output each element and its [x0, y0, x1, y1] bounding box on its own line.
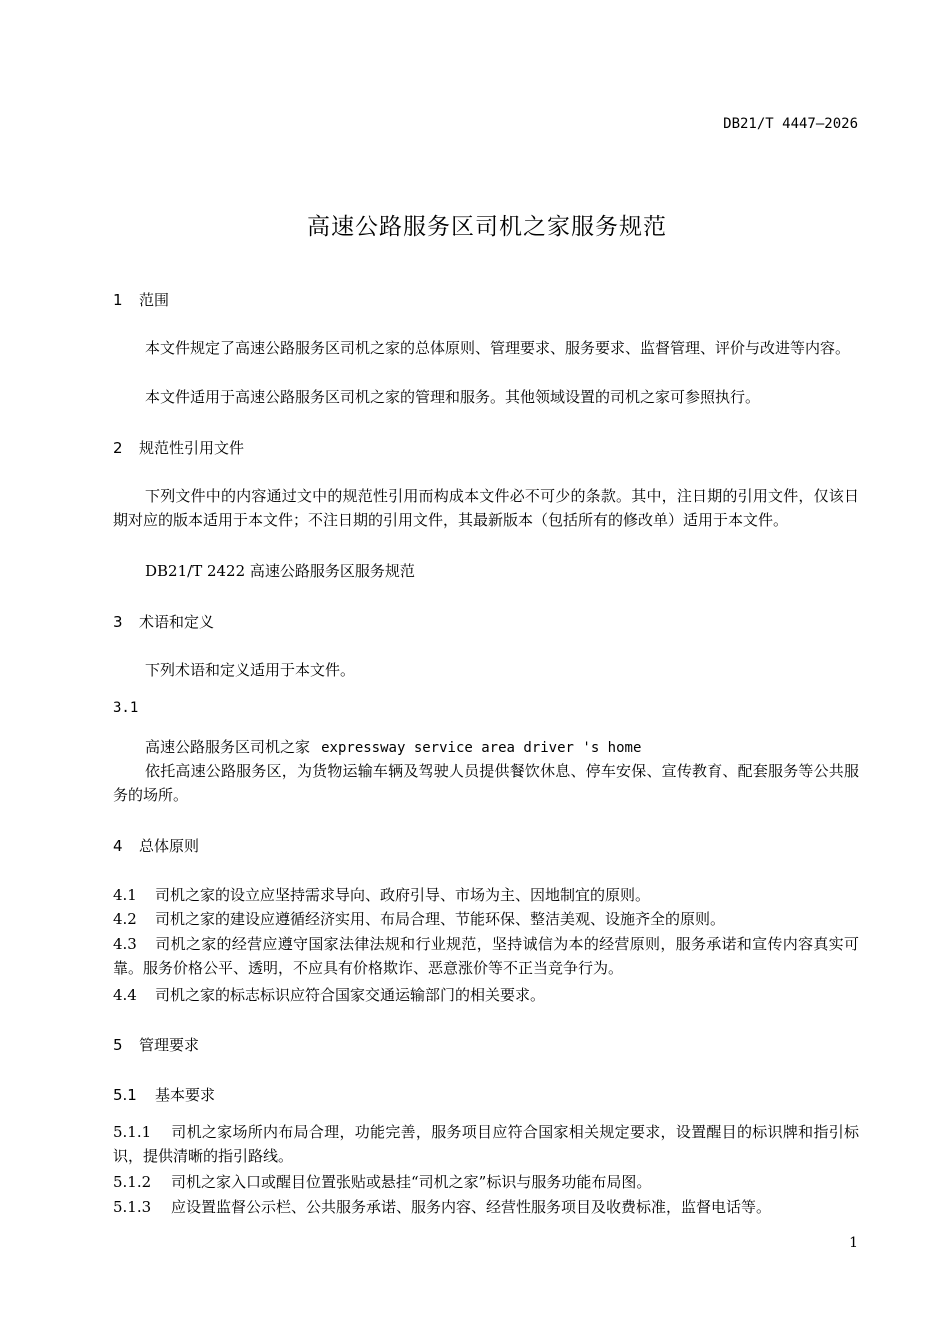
paragraph: 本文件规定了高速公路服务区司机之家的总体原则、管理要求、服务要求、监督管理、评价与改进等内容。 — [145, 339, 851, 357]
section-heading-2 — [113, 437, 244, 458]
section-heading-5 — [113, 1034, 199, 1055]
page-number: 1 — [849, 1235, 858, 1251]
clause — [113, 932, 859, 980]
section-number: 5 — [113, 1036, 123, 1054]
document-code: DB21/T 4447—2026 — [723, 116, 858, 132]
section-heading-3 — [113, 611, 214, 632]
term-definition: 依托高速公路服务区，为货物运输车辆及驾驶人员提供餐饮休息、停车安保、宣传教育、配套服务等公共服务的场所。 — [113, 762, 859, 804]
paragraph: 下列术语和定义适用于本文件。 — [145, 661, 356, 679]
paragraph: 本文件适用于高速公路服务区司机之家的管理和服务。其他领域设置的司机之家可参照执行。 — [145, 388, 761, 406]
section-title: 规范性引用文件 — [139, 439, 245, 457]
paragraph: 下列文件中的内容通过文中的规范性引用而构成本文件必不可少的条款。其中，注日期的引用文件，仅该日期对应的版本适用于本文件；不注日期的引用文件，其最新版本（包括所有的修改单）适用于本文件。 — [113, 487, 859, 529]
clause-number: 5.1.2 — [113, 1173, 152, 1191]
clause-text: 应设置监督公示栏、公共服务承诺、服务内容、经营性服务项目及收费标准，监督电话等。 — [171, 1198, 772, 1216]
section-heading-1 — [113, 289, 169, 310]
clause-number: 5.1.1 — [113, 1123, 152, 1141]
clause-number: 4.4 — [113, 986, 137, 1004]
clause-number: 4.3 — [113, 935, 137, 953]
subsection-heading — [113, 1084, 215, 1105]
clause-text: 司机之家的经营应遵守国家法律法规和行业规范，坚持诚信为本的经营原则，服务承诺和宣传内容真实可靠。服务价格公平、透明，不应具有价格欺诈、恶意涨价等不正当竞争行为。 — [113, 935, 859, 977]
clause — [113, 983, 859, 1007]
clause-text: 司机之家场所内布局合理，功能完善，服务项目应符合国家相关规定要求，设置醒目的标识牌和指引标识，提供清晰的指引路线。 — [113, 1123, 859, 1165]
term-english: expressway service area driver 's home — [321, 740, 642, 756]
section-number: 1 — [113, 291, 123, 309]
section-number: 3 — [113, 613, 123, 631]
clause — [113, 1170, 859, 1194]
term-entry — [145, 736, 641, 757]
clause — [113, 1120, 859, 1168]
clause-text: 司机之家的标志标识应符合国家交通运输部门的相关要求。 — [155, 986, 546, 1004]
clause-text: 司机之家的建设应遵循经济实用、布局合理、节能环保、整洁美观、设施齐全的原则。 — [155, 910, 726, 928]
clause-number: 4.2 — [113, 910, 137, 928]
section-number: 4 — [113, 837, 123, 855]
section-title: 术语和定义 — [139, 613, 215, 631]
term-chinese: 高速公路服务区司机之家 — [145, 738, 311, 756]
clause-number: 4.1 — [113, 886, 137, 904]
clause — [113, 1195, 859, 1219]
clause — [113, 907, 859, 931]
section-number: 2 — [113, 439, 123, 457]
term-number: 3.1 — [113, 700, 139, 716]
section-title: 总体原则 — [139, 837, 200, 855]
clause — [113, 883, 859, 907]
subsection-number: 5.1 — [113, 1086, 137, 1104]
section-title: 管理要求 — [139, 1036, 200, 1054]
normative-reference: DB21/T 2422 高速公路服务区服务规范 — [145, 562, 415, 580]
clause-text: 司机之家入口或醒目位置张贴或悬挂“司机之家”标识与服务功能布局图。 — [171, 1173, 652, 1191]
document-title: 高速公路服务区司机之家服务规范 — [307, 214, 667, 240]
clause-number: 5.1.3 — [113, 1198, 152, 1216]
subsection-title: 基本要求 — [155, 1086, 216, 1104]
section-title: 范围 — [139, 291, 170, 309]
clause-text: 司机之家的设立应坚持需求导向、政府引导、市场为主、因地制宜的原则。 — [155, 886, 651, 904]
section-heading-4 — [113, 835, 199, 856]
